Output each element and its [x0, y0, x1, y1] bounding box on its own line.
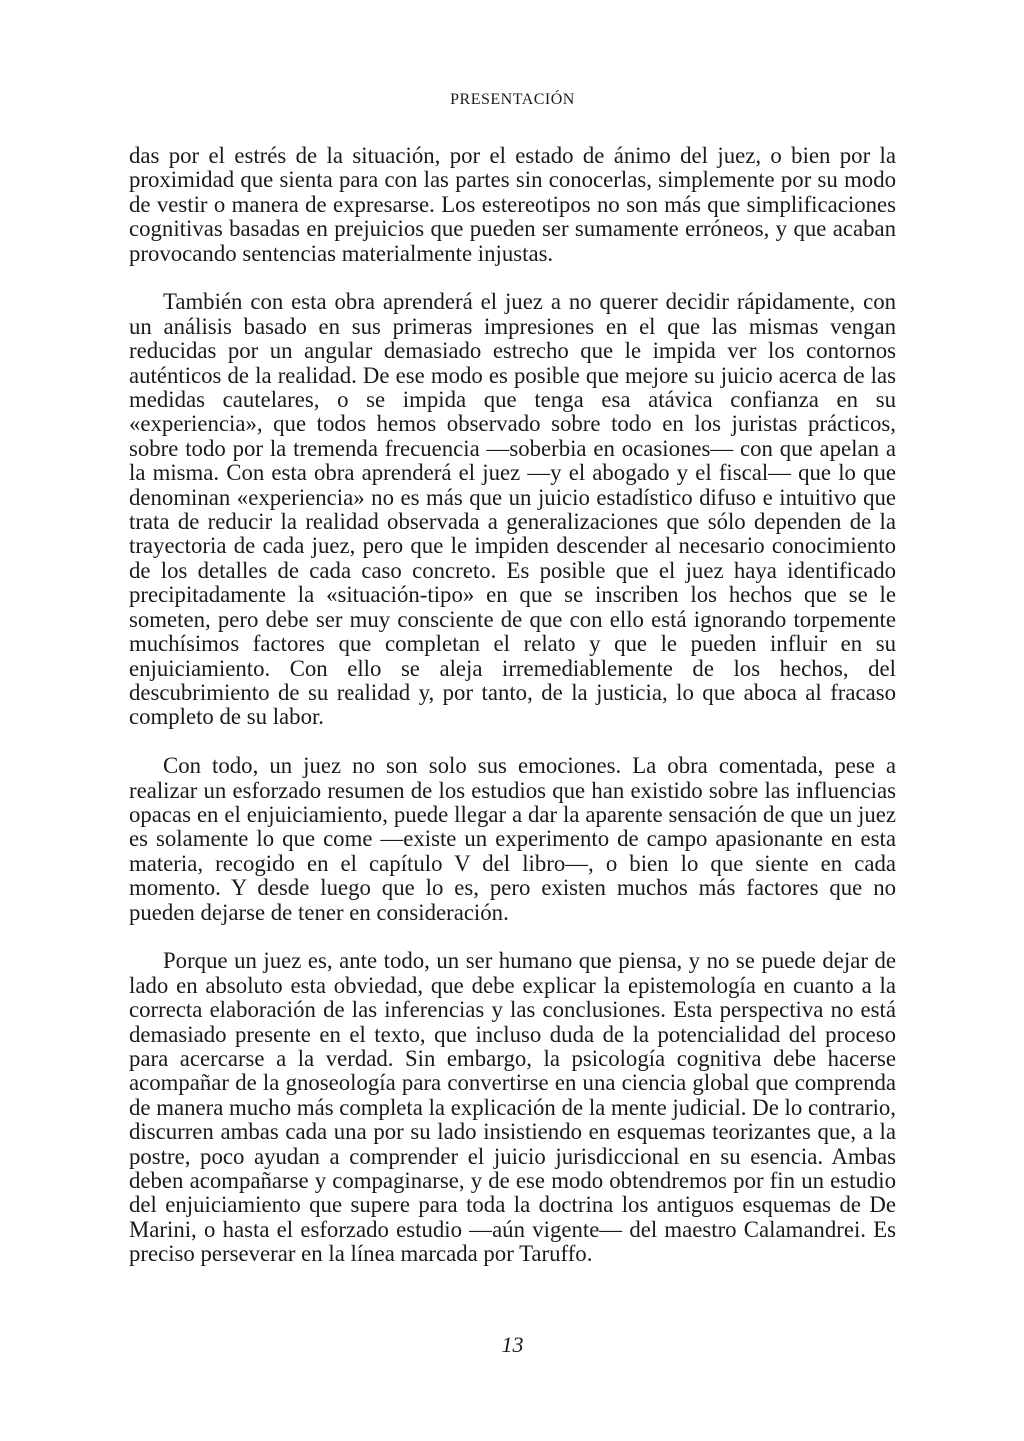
running-title: PRESENTACIÓN: [450, 91, 575, 108]
paragraph: Porque un juez es, ante todo, un ser humano que piensa, y no se puede dejar de lado en absoluto esta obviedad, que debe explicar la epistemología en cuanto a la correcta elaboración de las inferencias y las conclusiones. Esta perspectiva no está demasiado presente en el texto, que incluso duda de la potencialidad del proceso para acercarse a la verdad. Sin embargo, la psicología cognitiva debe hacerse acompañar de la gnoseología para convertirse en una ciencia global que comprenda de manera mucho más completa la explicación de la mente judicial. De lo contrario, discurren ambas cada una por su lado insistiendo en esquemas teorizantes que, a la postre, poco ayudan a comprender el juicio jurisdiccional en su esencia. Ambas deben acompañarse y compaginarse, y de ese modo obtendremos por fin un estudio del enjuiciamiento que supere para toda la doctrina los antiguos esquemas de De Marini, o hasta el esforzado estudio —aún vigente— del maestro Calamandrei. Es preciso perseverar en la línea marcada por Taruffo.: [129, 948, 896, 1267]
paragraph: También con esta obra aprenderá el juez a no querer decidir rápidamente, con un análisis basado en sus primeras impresiones en el que las mismas vengan reducidas por un angular demasiado estrecho que le impida ver los contornos auténticos de la realidad. De ese modo es posible que mejore su juicio acerca de las medidas cautelares, o se impida que tenga esa atávica confianza en su «experiencia», que todos hemos observado sobre todo en los juristas prácticos, sobre todo por la tremenda frecuencia —soberbia en ocasiones— con que apelan a la misma. Con esta obra aprenderá el juez —y el abogado y el fiscal— que lo que denominan «experiencia» no es más que un juicio estadístico difuso e intuitivo que trata de reducir la realidad observada a generalizaciones que sólo dependen de la trayectoria de cada juez, pero que le impiden descender al necesario conocimiento de los detalles de cada caso concreto. Es posible que el juez haya identificado precipitadamente la «situación-tipo» en que se inscriben los hechos que se le someten, pero debe ser muy consciente de que con ello está ignorando torpemente muchísimos factores que completan el relato y que le pueden influir en su enjuiciamiento. Con ello se aleja irremediablemente de los hechos, del descubrimiento de su realidad y, por tanto, de la justicia, lo que aboca al fracaso completo de su labor.: [129, 289, 896, 730]
page-number: 13: [501, 1332, 524, 1357]
paragraph: Con todo, un juez no son solo sus emociones. La obra comentada, pese a realizar un esforzado resumen de los estudios que han existido sobre las influencias opacas en el enjuiciamiento, puede llegar a dar la aparente sensación de que un juez es solamente lo que come —existe un experimento de campo apasionante en esta materia, recogido en el capítulo V del libro—, o bien lo que siente en cada momento. Y desde luego que lo es, pero existen muchos más factores que no pueden dejarse de tener en consideración.: [129, 753, 896, 925]
paragraph-continuation: das por el estrés de la situación, por el estado de ánimo del juez, o bien por la proximidad que sienta para con las partes sin conocerlas, simplemente por su modo de vestir o manera de expresarse. Los estereotipos no son más que simplificaciones cognitivas basadas en prejuicios que pueden ser sumamente erróneos, y que acaban provocando sentencias materialmente injustas.: [129, 143, 896, 266]
body-text: [129, 144, 896, 1291]
book-page: [129, 0, 896, 1441]
